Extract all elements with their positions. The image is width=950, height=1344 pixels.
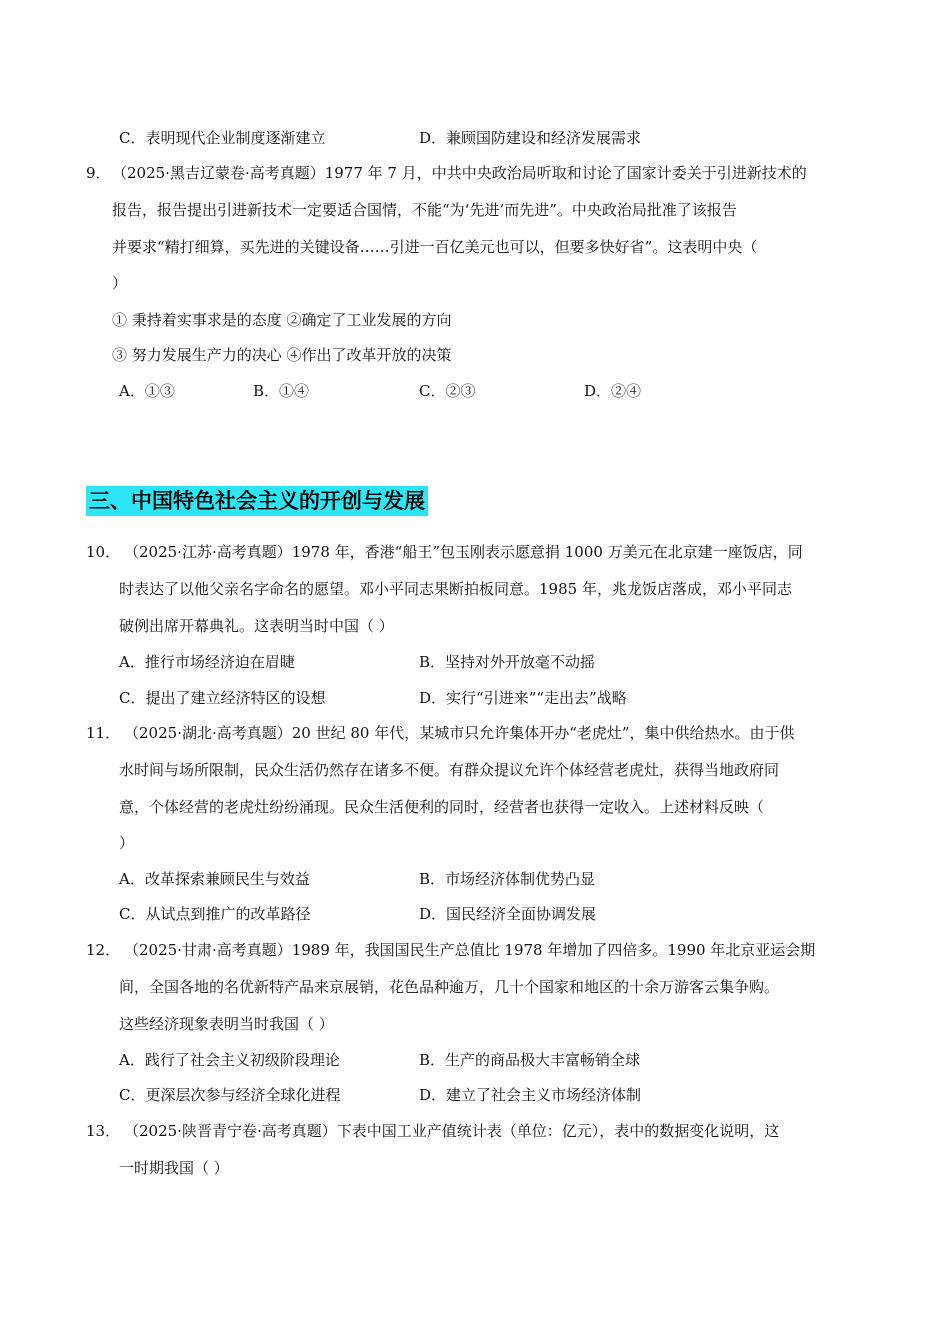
- q9-line-3: 并要求“精打细算，买先进的关键设备……引进一百亿美元也可以，但要多快好省”。这表明中央（: [112, 238, 758, 256]
- q12-number: 12．: [86, 941, 121, 959]
- q12-line-1: （2025·甘肃·高考真题）1989 年，我国国民生产总值比 1978 年增加了四倍多。1990 年北京亚运会期: [124, 941, 816, 959]
- q10-number: 10．: [86, 543, 121, 561]
- section-heading: 三、中国特色社会主义的开创与发展: [86, 486, 428, 516]
- q12-line-2: 间，全国各地的名优新特产品来京展销，花色品种逾万，几十个国家和地区的十余万游客云集争购。: [119, 978, 780, 996]
- q8-option-d: D．兼顾国防建设和经济发展需求: [419, 129, 642, 147]
- q9-statements-1: ① 秉持着实事求是的态度 ②确定了工业发展的方向: [112, 311, 452, 329]
- q10-option-d: D．实行“引进来”“走出去”战略: [419, 689, 627, 707]
- q10-line-3: 破例出席开幕典礼。这表明当时中国（ ）: [119, 617, 394, 635]
- q9-option-d: D．②④: [584, 382, 642, 400]
- q9-option-a: A．①③: [119, 382, 175, 400]
- q8-option-c: C．表明现代企业制度逐渐建立: [119, 129, 326, 147]
- q11-option-b: B．市场经济体制优势凸显: [419, 870, 596, 888]
- q10-option-c: C．提出了建立经济特区的设想: [119, 689, 326, 707]
- q11-option-d: D．国民经济全面协调发展: [419, 905, 597, 923]
- q10-option-b: B．坚持对外开放毫不动摇: [419, 653, 596, 671]
- q10-line-2: 时表达了以他父亲名字命名的愿望。邓小平同志果断拍板同意。1985 年，兆龙饭店落成，邓小平同志: [119, 580, 792, 598]
- q12-line-3: 这些经济现象表明当时我国（ ）: [119, 1015, 334, 1033]
- q12-option-a: A．践行了社会主义初级阶段理论: [119, 1051, 340, 1069]
- q9-line-2: 报告，报告提出引进新技术一定要适合国情，不能“为‘先进’而先进”。中央政治局批准了该报告: [112, 201, 737, 219]
- q11-line-4: ）: [119, 834, 135, 852]
- q13-line-2: 一时期我国（ ）: [119, 1159, 229, 1177]
- q12-option-d: D．建立了社会主义市场经济体制: [419, 1086, 642, 1104]
- q13-line-1: （2025·陕晋青宁卷·高考真题）下表中国工业产值统计表（单位：亿元），表中的数据变化说明，这: [124, 1122, 780, 1140]
- q12-option-c: C．更深层次参与经济全球化进程: [119, 1086, 341, 1104]
- q11-number: 11．: [86, 724, 121, 742]
- q9-statements-2: ③ 努力发展生产力的决心 ④作出了改革开放的决策: [112, 346, 452, 364]
- q11-option-c: C．从试点到推广的改革路径: [119, 905, 311, 923]
- q12-option-b: B．生产的商品极大丰富畅销全球: [419, 1051, 641, 1069]
- q13-number: 13．: [86, 1122, 121, 1140]
- q11-line-2: 水时间与场所限制，民众生活仍然存在诸多不便。有群众提议允许个体经营老虎灶，获得当地政府同: [119, 761, 780, 779]
- q9-option-b: B．①④: [253, 382, 310, 400]
- q9-line-4: ）: [112, 274, 128, 292]
- q11-line-3: 意，个体经营的老虎灶纷纷涌现。民众生活便利的同时，经营者也获得一定收入。上述材料反映（: [119, 798, 765, 816]
- q9-line-1: （2025·黑吉辽蒙卷·高考真题）1977 年 7 月，中共中央政治局听取和讨论了国家计委关于引进新技术的: [112, 164, 807, 182]
- q10-option-a: A．推行市场经济迫在眉睫: [119, 653, 295, 671]
- q9-option-c: C．②③: [419, 382, 476, 400]
- q10-line-1: （2025·江苏·高考真题）1978 年，香港“船王”包玉刚表示愿意捐 1000 万美元在北京建一座饭店，同: [124, 543, 803, 561]
- q11-option-a: A．改革探索兼顾民生与效益: [119, 870, 310, 888]
- q9-number: 9．: [86, 164, 111, 182]
- q11-line-1: （2025·湖北·高考真题）20 世纪 80 年代，某城市只允许集体开办“老虎灶”，集中供给热水。由于供: [124, 724, 795, 742]
